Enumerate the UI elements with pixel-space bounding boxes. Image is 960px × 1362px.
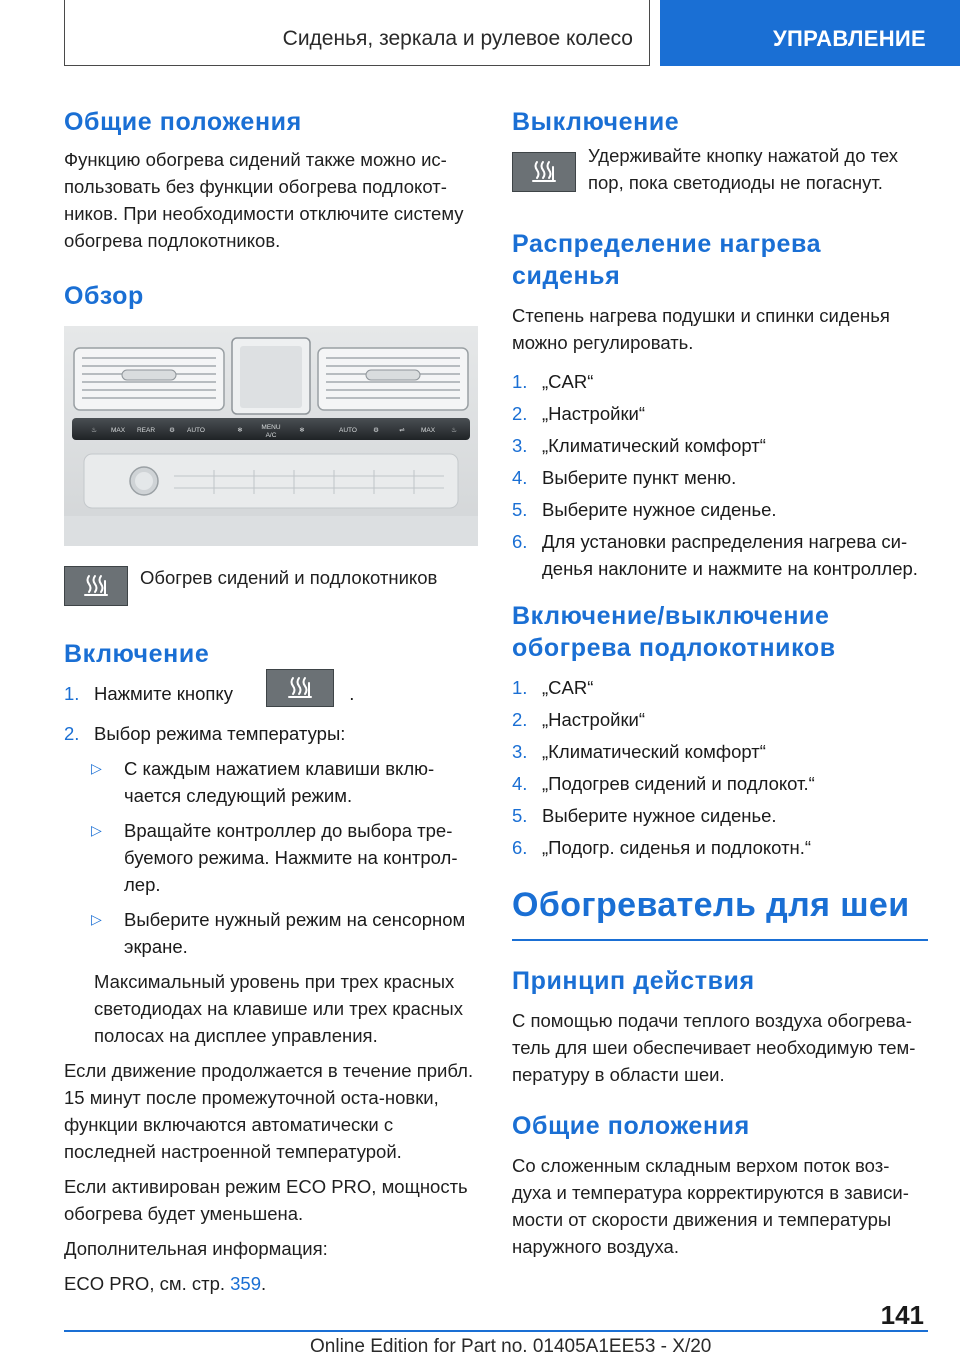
step-number: 4. <box>512 467 528 488</box>
eco-ref-prefix: ECO PRO, см. стр. <box>64 1273 225 1294</box>
photo-btn-menu: MENU <box>261 424 281 431</box>
step-text: „CAR“ <box>542 371 594 392</box>
eco-text: Если активирован режим ECO PRO, мощность обогрева будет уменьшена. <box>64 1176 468 1224</box>
seat-heating-button-icon <box>266 669 334 707</box>
list-item <box>512 834 928 861</box>
right-column <box>512 100 928 1260</box>
chapter-title-box <box>64 0 650 66</box>
list-item <box>512 496 928 523</box>
distribution-steps-list <box>512 368 928 582</box>
general2-heading: Общие положения <box>512 1111 750 1140</box>
footer-rule <box>64 1330 928 1332</box>
section-tab <box>660 0 960 66</box>
photo-btn-max1: MAX <box>110 427 126 434</box>
photo-btn-auto1: AUTO <box>187 427 205 434</box>
on-max-text: Максимальный уровень при трех красных светодиодах на клавише или трех красных полосах на дисплее управления. <box>94 971 463 1046</box>
bullet-text: Вращайте контроллер до выбора тре-буемого режима. Нажмите на контрол-лер. <box>124 820 458 895</box>
step-text: „CAR“ <box>542 677 594 698</box>
list-item <box>512 464 928 491</box>
step-number: 5. <box>512 499 528 520</box>
armrest-steps-list <box>512 674 928 861</box>
climate-panel-photo <box>64 326 478 546</box>
svg-text:♨: ♨ <box>451 427 457 434</box>
neck-heater-heading: Обогреватель для шеи <box>512 886 910 924</box>
photo-btn-ac: A/C <box>265 432 277 439</box>
edition-footer: Online Edition for Part no. 01405A1EE53 - X/20 <box>310 1336 712 1357</box>
eco-ref-page-link[interactable]: 359 <box>230 1273 262 1294</box>
photo-btn-rear: REAR <box>136 427 156 434</box>
seat-heating-button-icon <box>512 152 576 192</box>
list-item <box>64 755 478 809</box>
off-heading: Выключение <box>512 108 680 136</box>
eco-ref-suffix: . <box>261 1273 267 1294</box>
list-item <box>64 720 478 747</box>
section-rule <box>512 939 928 941</box>
principle-heading: Принцип действия <box>512 966 755 995</box>
svg-text:♨: ♨ <box>91 427 97 434</box>
step-number: 6. <box>512 837 528 858</box>
list-item <box>64 680 478 720</box>
on-bullets-list <box>64 755 478 960</box>
step-number: 4. <box>512 773 528 794</box>
step-number: 1. <box>64 683 80 704</box>
chapter-title: Сиденья, зеркала и рулевое колесо <box>282 27 633 50</box>
step-text-end: . <box>349 683 355 704</box>
step-text: Выберите нужное сиденье. <box>542 805 777 826</box>
svg-text:⇌: ⇌ <box>399 427 405 434</box>
list-item <box>512 770 928 797</box>
on-steps-list <box>64 680 478 747</box>
step-text: „Настройки“ <box>542 709 646 730</box>
more-info-text: Дополнительная информация: <box>64 1238 328 1259</box>
step-text: „Климатический комфорт“ <box>542 435 766 456</box>
overview-heading: Обзор <box>64 282 144 310</box>
step-number: 1. <box>512 371 528 392</box>
general-heading: Общие положения <box>64 108 302 136</box>
auto-text: Если движение продолжается в течение прибл. 15 минут после промежуточной оста-новки, функции включаются автоматически с последней настроенной температурой. <box>64 1060 474 1162</box>
photo-btn-auto2: AUTO <box>339 427 357 434</box>
list-item <box>64 906 478 960</box>
step-number: 2. <box>512 709 528 730</box>
distribution-heading: Распределение нагрева сиденья <box>512 230 822 290</box>
icon-caption: Обогрев сидений и подлокотников <box>140 567 438 588</box>
on-heading: Включение <box>64 640 210 668</box>
list-item <box>512 432 928 459</box>
svg-text:⚙: ⚙ <box>169 427 175 434</box>
seat-heating-button-icon <box>64 566 128 606</box>
step-number: 3. <box>512 435 528 456</box>
list-item <box>512 802 928 829</box>
page-header <box>0 0 960 66</box>
photo-btn-max2: MAX <box>420 427 436 434</box>
step-number: 5. <box>512 805 528 826</box>
step-text: Выберите нужное сиденье. <box>542 499 777 520</box>
step-number: 2. <box>512 403 528 424</box>
distribution-text: Степень нагрева подушки и спинки сиденья можно регулировать. <box>512 305 890 353</box>
step-text: „Настройки“ <box>542 403 646 424</box>
svg-text:⚙: ⚙ <box>373 427 379 434</box>
triangle-bullet-icon: ▷ <box>91 760 102 776</box>
triangle-bullet-icon: ▷ <box>91 822 102 838</box>
step-text: Нажмите кнопку <box>94 683 233 704</box>
triangle-bullet-icon: ▷ <box>91 911 102 927</box>
principle-text: С помощью подачи теплого воздуха обогрева-тель для шеи обеспечивает необходимую тем-пературу в области шеи. <box>512 1009 916 1085</box>
step-text: „Климатический комфорт“ <box>542 741 766 762</box>
general2-text: Со сложенным складным верхом поток воз-духа и температура корректируются в зависи-мости от скорости движения и температуры наружного воздуха. <box>512 1154 909 1257</box>
section-label: УПРАВЛЕНИЕ <box>773 26 926 51</box>
step-number: 3. <box>512 741 528 762</box>
step-text: Для установки распределения нагрева си-денья наклоните и нажмите на контроллер. <box>542 531 918 579</box>
bullet-text: Выберите нужный режим на сенсорном экране. <box>124 909 466 957</box>
icon-caption-row <box>64 566 478 610</box>
off-row <box>512 145 928 210</box>
step-number: 1. <box>512 677 528 698</box>
list-item <box>512 368 928 395</box>
list-item <box>512 674 928 701</box>
step-text: Выбор режима температуры: <box>94 723 346 744</box>
svg-text:❄: ❄ <box>299 427 305 434</box>
step-text: Выберите пункт меню. <box>542 467 737 488</box>
general-text: Функцию обогрева сидений также можно ис-пользовать без функции обогрева подлокот-ников. При необходимости отключите систему обогрева подлокотников. <box>64 149 464 251</box>
list-item <box>512 400 928 427</box>
bullet-text: С каждым нажатием клавиши вклю-чается следующий режим. <box>124 758 435 806</box>
page-number: 141 <box>880 1300 924 1330</box>
step-number: 6. <box>512 531 528 552</box>
svg-text:❄: ❄ <box>237 427 243 434</box>
eco-reference <box>64 1270 478 1297</box>
step-number: 2. <box>64 723 80 744</box>
list-item <box>512 706 928 733</box>
list-item <box>512 738 928 765</box>
off-text: Удерживайте кнопку нажатой до тех пор, пока светодиоды не погаснут. <box>588 145 899 193</box>
armrest-heading: Включение/выключение обогрева подлокотников <box>512 602 836 662</box>
step-text: „Подогр. сиденья и подлокотн.“ <box>542 837 812 858</box>
left-column <box>64 100 478 1297</box>
list-item <box>64 817 478 898</box>
step-text: „Подогрев сидений и подлокот.“ <box>542 773 815 794</box>
list-item <box>512 528 928 582</box>
